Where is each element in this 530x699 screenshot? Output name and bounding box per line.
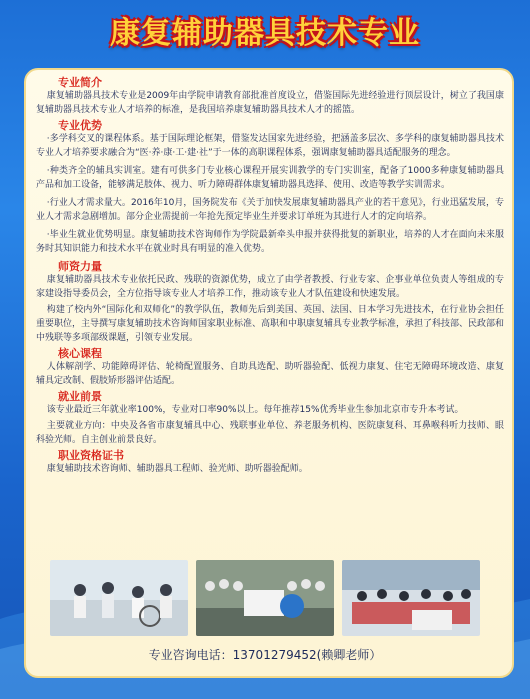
group-photo — [196, 560, 334, 636]
heading-employment: 就业前景 — [58, 390, 102, 403]
advantage-text-4: ·毕业生就业优势明显。康复辅助技术咨询师作为学院最新牵头申报并获得批复的新职业，培养的人才在面向未来服务时其知识能力和技术水平在就业时具有明显的准入优势。 — [36, 230, 504, 254]
classroom-photo — [50, 560, 188, 636]
advantage-text-2: ·种类齐全的辅具实训室。建有可供多门专业核心课程开展实训教学的专门实训室，配备了1000多种康复辅助器具产品和加工设备，能够满足肢体、视力、听力障碍群体康复辅助器具选择、使用、改造等教学实训需求。 — [36, 166, 504, 190]
heading-faculty: 师资力量 — [58, 260, 102, 273]
courses-text: 人体解剖学、功能障碍评估、轮椅配置服务、自助具选配、助听器验配、低视力康复、住宅无障碍环境改造、康复辅具定改制、假肢矫形器评估适配。 — [36, 362, 504, 386]
faculty-text-1: 康复辅助器具技术专业依托民政、残联的资源优势，成立了由学者教授、行业专家、企事业单位负责人等组成的专家建设指导委员会，全方位指导该专业人才培养工作，推动该专业人才队伍建设和快速发展。 — [36, 275, 504, 299]
employment-text-2: 主要就业方向：中央及各省市康复辅具中心、残联事业单位、养老服务机构、医院康复科、耳鼻喉科听力技师、眼科验光师。自主创业前景良好。 — [36, 421, 504, 445]
page-title: 康复辅助器具技术专业 — [110, 16, 420, 51]
advantage-text-3: ·行业人才需求量大。2016年10月，国务院发布《关于加快发展康复辅助器具产业的若干意见》，行业迅猛发展，专业人才需求急剧增加。部分企业需提前一年抢先预定毕业生并要求订单班为其进行人才的定向培养。 — [36, 198, 504, 222]
employment-text-1: 该专业最近三年就业率100%，专业对口率90%以上。每年推荐15%优秀毕业生参加北京市专升本考试。 — [46, 405, 464, 415]
training-photo — [342, 560, 480, 636]
contact-phone: 专业咨询电话：13701279452(赖卿老师） — [148, 648, 382, 662]
advantage-text-1: ·多学科交叉的课程体系。基于国际理论框架，借鉴发达国家先进经验，把涵盖多层次、多学科的康复辅助器具技术专业人才培养要求融合为“医·养·康·工·建·社”于一体的高职课程体系，强调康复辅助器具适配服务的理念。 — [36, 134, 504, 158]
faculty-text-2: 构建了校内外“国际化和双师化”的教学队伍，教师先后到美国、英国、法国、日本学习先进技术，在行业协会担任重要职位，主导撰写康复辅助技术咨询师国家职业标准、高职和中职康复辅具专业教学标准，承担了科技部、民政部和中残联等多项部级课题，引领专业发展。 — [36, 305, 505, 343]
heading-certificates: 职业资格证书 — [58, 449, 124, 462]
photo-strip — [50, 560, 480, 636]
intro-text: 康复辅助器具技术专业是2009年由学院申请教育部批准首度设立，借鉴国际先进经验进行顶层设计，树立了我国康复辅助器具技术专业人才培养的标准，是我国培养康复辅助器具技术人才的摇篮。 — [36, 91, 504, 115]
content-body — [36, 74, 504, 478]
heading-advantages: 专业优势 — [58, 119, 102, 132]
heading-intro: 专业简介 — [58, 76, 102, 89]
heading-courses: 核心课程 — [58, 347, 102, 360]
certificates-text: 康复辅助技术咨询师、辅助器具工程师、验光师、助听器验配师。 — [46, 464, 308, 474]
